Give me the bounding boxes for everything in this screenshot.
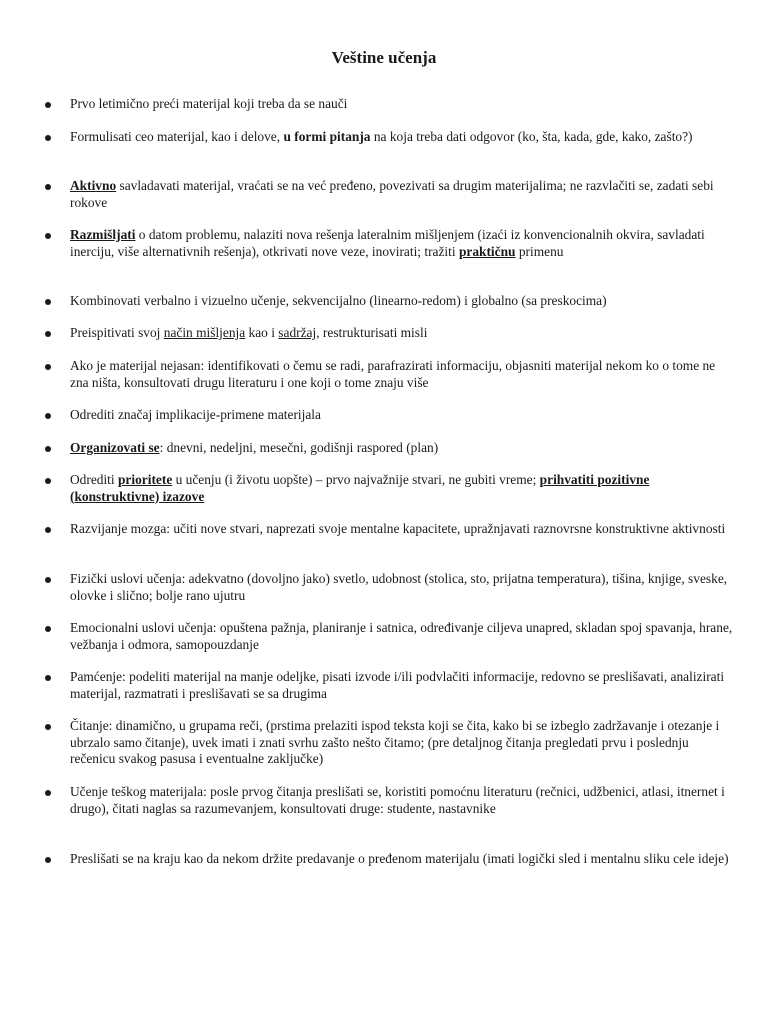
list-item	[70, 784, 735, 817]
list-item	[70, 521, 735, 538]
text-run: u učenju (i životu uopšte) – prvo najvažnije stvari, ne gubiti vreme;	[172, 472, 540, 487]
list-item-text	[70, 521, 725, 536]
text-run: savladavati materijal, vraćati se na već pređeno, povezivati sa drugim materijalima; ne razvlačiti se, zadati sebi rokove	[70, 178, 714, 210]
text-run: Razvijanje mozga: učiti nove stvari, naprezati svoje mentalne kapacitete, upražnjavati raznovrsne konstruktivne aktivnosti	[70, 521, 726, 536]
bullet-icon	[45, 135, 51, 141]
text-run: Kombinovati verbalno i vizuelno učenje, sekvencijalno (linearno-redom) i globalno (sa preskocima)	[70, 293, 607, 308]
list-item	[70, 620, 735, 653]
list-item-text	[70, 669, 724, 701]
list-item	[70, 129, 735, 146]
text-run: Pamćenje: podeliti materijal na manje odeljke, pisati izvode i/ili podvlačiti informacije, redovno se preslišavati, analizirati materijal, razmatrati i preslišavati se sa drugima	[70, 669, 725, 701]
list-item-text	[70, 227, 705, 259]
document-title: Veštine učenja	[331, 48, 437, 67]
list-item	[70, 96, 735, 113]
bullet-icon	[45, 331, 51, 337]
list-item-text	[70, 178, 714, 210]
list-item-text	[70, 784, 725, 816]
list-item-text	[70, 325, 427, 340]
text-run: na koja treba dati odgovor (ko, šta, kada, gde, kako, zašto?)	[370, 129, 693, 144]
list-item	[70, 472, 735, 505]
text-run: Ako je materijal nejasan: identifikovati o čemu se radi, parafrazirati informaciju, objasniti materijal nekom ko o tome ne zna ništa, konsultovati drugu literaturu i one koji o tome znaju više	[70, 358, 716, 390]
emphasized-text: način mišljenja	[163, 325, 246, 340]
bullet-icon	[45, 364, 51, 370]
list-item	[70, 358, 735, 391]
list-item	[70, 718, 735, 768]
text-run: : dnevni, nedeljni, mesečni, godišnji raspored (plan)	[159, 440, 439, 455]
emphasized-text: Aktivno	[70, 178, 117, 193]
list-item-text	[70, 407, 321, 422]
bullet-icon	[45, 233, 51, 239]
list-item-text	[70, 851, 729, 866]
list-item	[70, 571, 735, 604]
text-run: Preslišati se na kraju kao da nekom držite predavanje o pređenom materijalu (imati logički sled i mentalnu sliku cele ideje)	[70, 851, 729, 866]
list-item-text	[70, 293, 607, 308]
list-item	[70, 407, 735, 424]
list-item	[70, 669, 735, 702]
list-item-text	[70, 571, 727, 603]
list-item	[70, 325, 735, 342]
list-item-text	[70, 472, 649, 504]
emphasized-text: sadržaj	[278, 325, 317, 340]
list-item-text	[70, 440, 438, 455]
bullet-icon	[45, 857, 51, 863]
list-item-text	[70, 129, 693, 144]
list-item-text	[70, 358, 715, 390]
text-run: Preispitivati svoj	[70, 325, 164, 340]
text-run: Fizički uslovi učenja: adekvatno (dovoljno jako) svetlo, udobnost (stolica, sto, prijatna temperatura), tišina, knjige, sveske, olovke i slično; bolje rano ujutru	[70, 571, 728, 603]
bullet-icon	[45, 299, 51, 305]
bullet-icon	[45, 413, 51, 419]
list-item-text	[70, 718, 719, 766]
bullet-icon	[45, 527, 51, 533]
list-item-text	[70, 620, 732, 652]
list-item	[70, 851, 735, 868]
bullet-icon	[45, 626, 51, 632]
bullet-icon	[45, 184, 51, 190]
text-run: o datom problemu, nalaziti nova rešenja lateralnim mišljenjem (izaći iz konvencionalnih okvira, savladati inerciju, više alternativnih rešenja), otkrivati nove veze, inovirati; tražiti	[70, 227, 705, 259]
emphasized-text: Razmišljati	[70, 227, 136, 242]
bullet-icon	[45, 577, 51, 583]
bullet-icon	[45, 102, 51, 108]
list-item-text	[70, 96, 347, 111]
emphasized-text: u formi pitanja	[283, 129, 371, 144]
text-run: Odrediti	[70, 472, 118, 487]
text-run: , restrukturisati misli	[316, 325, 428, 340]
text-run: Čitanje: dinamično, u grupama reči, (prstima prelaziti ispod teksta koji se čita, kako bi se izbeglo zadržavanje i otezanje i ubrzalo samo čitanje), uvek imati i znati svrhu zašto nešto čitamo; (pre detaljnog čitanja pregledati prvu i poslednju rečenicu svakog pasusa i eventualne zaključke)	[70, 718, 720, 766]
emphasized-text: praktičnu	[458, 243, 516, 259]
emphasized-text: prihvatiti pozitivne (konstruktivne) izazove	[70, 472, 650, 504]
list-item	[70, 293, 735, 310]
bullet-icon	[45, 478, 51, 484]
text-run: primenu	[515, 243, 564, 259]
bullet-icon	[45, 446, 51, 452]
text-run: Formulisati ceo materijal, kao i delove,	[70, 129, 284, 144]
emphasized-text: Organizovati se	[70, 440, 160, 455]
text-run: kao i	[245, 325, 279, 340]
bullet-icon	[45, 675, 51, 681]
list-item	[70, 227, 735, 260]
emphasized-text: prioritete	[117, 472, 173, 487]
text-run: Odrediti značaj implikacije-primene materijala	[70, 407, 321, 422]
text-run: Emocionalni uslovi učenja: opuštena pažnja, planiranje i satnica, određivanje ciljeva unapred, skladan spoj spavanja, hrane, vežbanja i odmora, samopouzdanje	[70, 620, 733, 652]
bullet-icon	[45, 724, 51, 730]
list-item	[70, 440, 735, 457]
text-run: Učenje teškog materijala: posle prvog čitanja preslišati se, koristiti pomoćnu literaturu (rečnici, udžbenici, atlasi, itnernet i drugo), čitati naglas sa razumevanjem, konsultovati druge: studente, nastavnike	[70, 784, 725, 816]
bullet-icon	[45, 790, 51, 796]
list-item	[70, 178, 735, 211]
text-run: Prvo letimično preći materijal koji treba da se nauči	[70, 96, 348, 111]
